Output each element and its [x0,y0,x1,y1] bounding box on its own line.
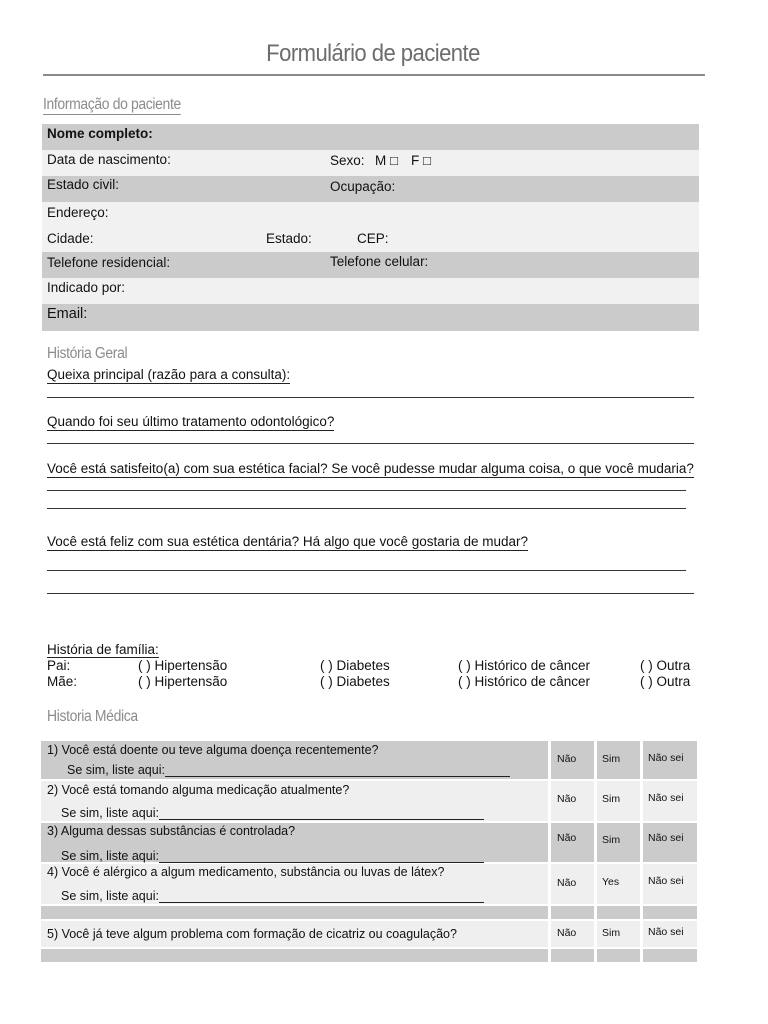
father-cancer-option[interactable]: ( ) Histórico de câncer [458,658,591,673]
referred-by-label: Indicado por: [47,280,126,295]
occupation-label: Ocupação: [330,179,396,194]
marital-label: Estado civil: [47,177,120,192]
sex-label: Sexo: [330,153,365,168]
facial-aesthetics-question: Você está satisfeito(a) com sua estética facial? Se você pudesse mudar alguma coisa, o que você mudaria? [47,461,694,476]
list-prompt [61,848,484,863]
answer-yes-3[interactable]: Sim [602,834,621,846]
mother-diabetes-option[interactable]: ( ) Diabetes [320,674,390,689]
answer-line[interactable] [47,508,686,509]
city-label: Cidade: [47,231,94,246]
father-hypertension-option[interactable]: ( ) Hipertensão [138,658,228,673]
list-answer-line[interactable] [159,888,484,903]
dental-aesthetics-question: Você está feliz com sua estética dentária? Há algo que você gostaria de mudar? [47,534,529,549]
medical-question-1: 1) Você está doente ou teve alguma doença recentemente? [47,743,379,757]
list-prompt-label: Se sim, liste aqui: [67,763,165,777]
answer-yes-2[interactable]: Sim [602,793,621,805]
list-prompt [67,762,510,777]
father-label: Pai: [47,658,71,673]
list-answer-line[interactable] [165,762,510,777]
medical-question-4: 4) Você é alérgico a algum medicamento, substância ou luvas de látex? [47,865,445,879]
email-label: Email: [47,306,88,322]
table-spacer-cell [41,949,548,962]
medical-question-2: 2) Você está tomando alguma medicação atualmente? [47,783,350,797]
mother-hypertension-option[interactable]: ( ) Hipertensão [138,674,228,689]
zip-label: CEP: [357,231,389,246]
list-answer-line[interactable] [159,805,484,820]
list-prompt [61,888,484,903]
page-title: Formulário de paciente [266,40,480,67]
answer-line[interactable] [47,397,694,398]
cell-phone-label: Telefone celular: [330,254,429,269]
address-label: Endereço: [47,205,109,220]
row-band-email [42,304,699,331]
list-prompt-label: Se sim, liste aqui: [61,849,159,863]
answer-unknown-5[interactable]: Não sei [648,926,684,938]
answer-line[interactable] [47,570,686,571]
answer-line[interactable] [47,593,694,594]
medical-question-5: 5) Você já teve algum problema com formação de cicatriz ou coagulação? [47,927,457,941]
answer-line[interactable] [47,443,694,444]
medical-history-heading: Historia Médica [47,708,138,725]
birth-date-label: Data de nascimento: [47,152,171,167]
patient-section-heading: Informação do paciente [43,96,181,113]
answer-no-2[interactable]: Não [557,793,577,805]
answer-no-5[interactable]: Não [557,927,577,939]
table-spacer-cell [597,906,640,919]
general-history-heading: História Geral [47,345,128,362]
chief-complaint-question: Queixa principal (razão para a consulta): [47,367,291,382]
answer-no-3[interactable]: Não [557,832,577,844]
father-diabetes-option[interactable]: ( ) Diabetes [320,658,390,673]
answer-yes-4[interactable]: Yes [602,876,620,888]
mother-other-option[interactable]: ( ) Outra [640,674,691,689]
answer-no-4[interactable]: Não [557,877,577,889]
table-spacer-cell [643,906,697,919]
last-treatment-question: Quando foi seu último tratamento odontológico? [47,414,335,429]
table-spacer-cell [597,949,640,962]
answer-yes-5[interactable]: Sim [602,927,621,939]
answer-unknown-4[interactable]: Não sei [648,875,684,887]
list-prompt-label: Se sim, liste aqui: [61,806,159,820]
answer-yes-1[interactable]: Sim [602,753,621,765]
answer-unknown-1[interactable]: Não sei [648,752,684,764]
table-spacer-cell [551,906,594,919]
row-band-referred [42,278,699,304]
title-divider [43,74,705,76]
father-other-option[interactable]: ( ) Outra [640,658,691,673]
medical-question-3: 3) Alguma dessas substâncias é controlada? [47,824,296,838]
answer-no-1[interactable]: Não [557,753,577,765]
answer-unknown-3[interactable]: Não sei [648,832,684,844]
list-answer-line[interactable] [159,848,484,863]
answer-line[interactable] [47,490,686,491]
state-label: Estado: [266,231,312,246]
answer-unknown-2[interactable]: Não sei [648,792,684,804]
list-prompt-label: Se sim, liste aqui: [61,889,159,903]
table-spacer-cell [41,906,548,919]
table-spacer-cell [643,949,697,962]
sex-f-checkbox[interactable]: F □ [411,153,432,168]
list-prompt [61,805,484,820]
mother-label: Mãe: [47,674,78,689]
table-spacer-cell [551,949,594,962]
full-name-label: Nome completo: [47,126,153,141]
sex-m-checkbox[interactable]: M □ [375,153,399,168]
family-history-heading: História de família: [47,642,159,657]
home-phone-label: Telefone residencial: [47,255,171,270]
mother-cancer-option[interactable]: ( ) Histórico de câncer [458,674,591,689]
